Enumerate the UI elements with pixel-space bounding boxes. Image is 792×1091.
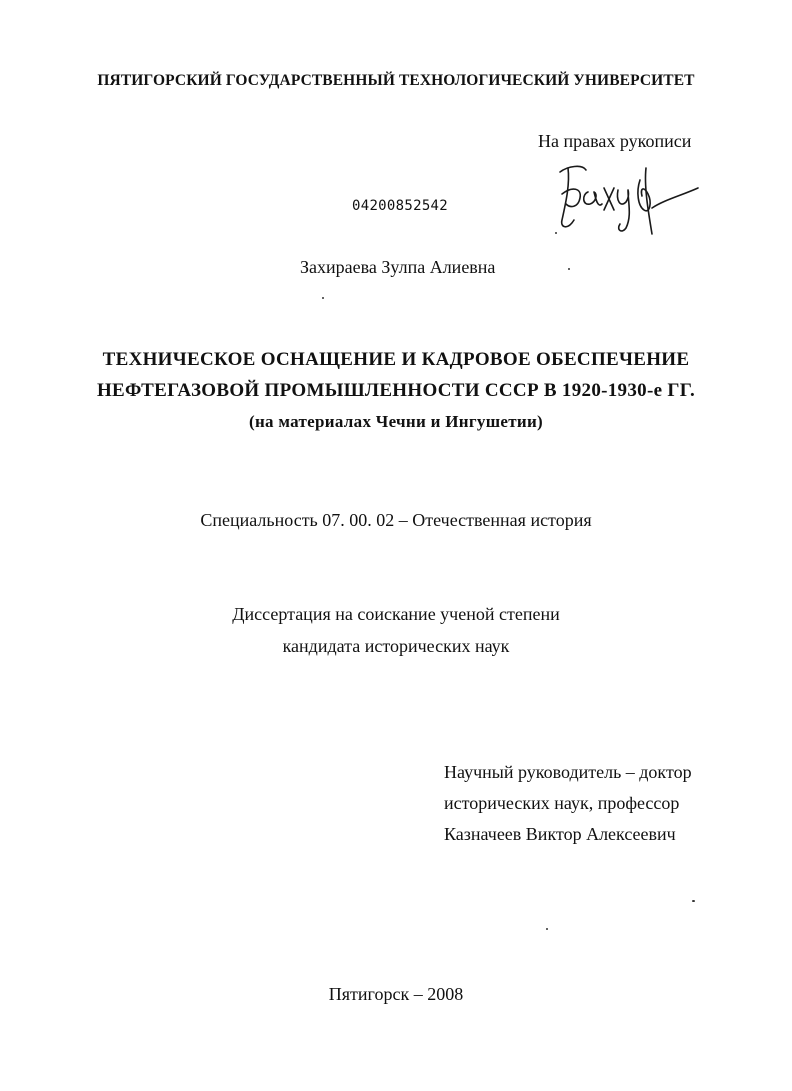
city-year: Пятигорск – 2008 xyxy=(328,984,464,1004)
scan-speck xyxy=(322,297,324,299)
document-number: 04200852542 xyxy=(352,198,449,214)
title-subtitle: (на материалах Чечни и Ингушетии) xyxy=(248,412,544,431)
title-line-1: ТЕХНИЧЕСКОЕ ОСНАЩЕНИЕ И КАДРОВОЕ ОБЕСПЕЧЕНИЕ xyxy=(102,349,690,370)
advisor-name: Казначеев Виктор Алексеевич xyxy=(444,824,676,844)
dissertation-line-1: Диссертация на соискание ученой степени xyxy=(232,604,560,624)
university-name: ПЯТИГОРСКИЙ ГОСУДАРСТВЕННЫЙ ТЕХНОЛОГИЧЕСКИЙ УНИВЕРСИТЕТ xyxy=(97,72,695,89)
scan-speck xyxy=(555,232,557,234)
handwritten-signature xyxy=(548,158,708,240)
scan-speck xyxy=(546,928,548,930)
scan-speck xyxy=(692,900,695,902)
scan-speck xyxy=(568,268,570,270)
advisor-line-2: исторических наук, профессор xyxy=(444,793,680,813)
specialty: Специальность 07. 00. 02 – Отечественная история xyxy=(200,510,592,530)
dissertation-line-2: кандидата исторических наук xyxy=(282,636,510,656)
title-line-2: НЕФТЕГАЗОВОЙ ПРОМЫШЛЕННОСТИ СССР В 1920-1930-е ГГ. xyxy=(96,380,696,401)
rights-note: На правах рукописи xyxy=(538,131,692,151)
author-name: Захираева Зулпа Алиевна xyxy=(300,257,496,277)
advisor-line-1: Научный руководитель – доктор xyxy=(444,762,692,782)
